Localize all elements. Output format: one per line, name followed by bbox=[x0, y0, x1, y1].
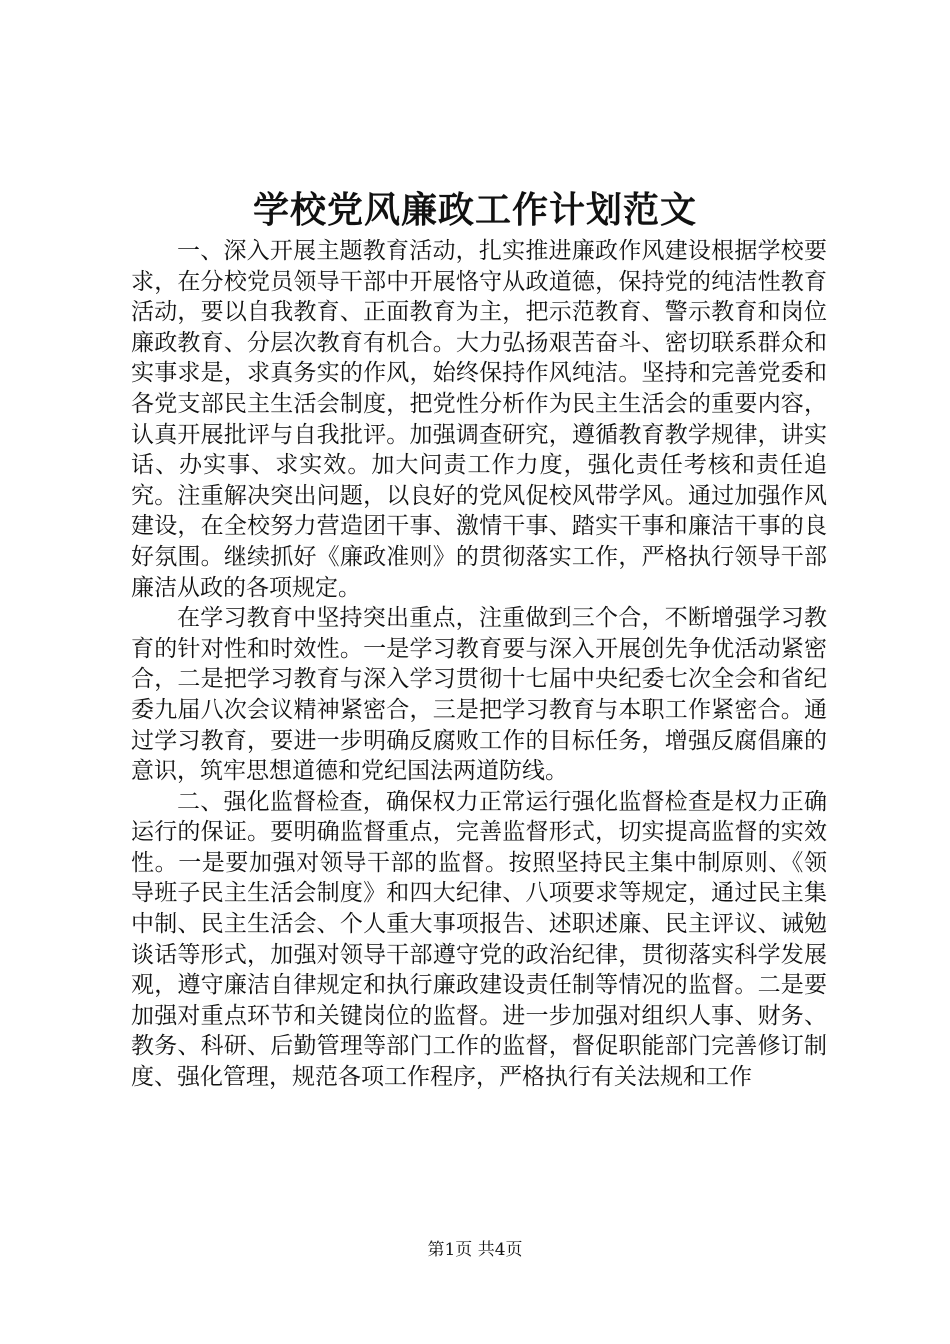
page-title: 学校党风廉政工作计划范文 bbox=[252, 189, 697, 231]
document-body bbox=[131, 236, 827, 1093]
paragraph-1: 一、深入开展主题教育活动，扎实推进廉政作风建设根据学校要求，在分校党员领导干部中开展恪守从政道德，保持党的纯洁性教育活动，要以自我教育、正面教育为主，把示范教育、警示教育和岗位廉政教育、分层次教育有机合。大力弘扬艰苦奋斗、密切联系群众和实事求是，求真务实的作风，始终保持作风纯洁。坚持和完善党委和各党支部民主生活会制度，把党性分析作为民主生活会的重要内容，认真开展批评与自我批评。加强调查研究，遵循教育教学规律，讲实话、办实事、求实效。加大问责工作力度，强化责任考核和责任追究。注重解决突出问题，以良好的党风促校风带学风。通过加强作风建设，在全校努力营造团干事、激情干事、踏实干事和廉洁干事的良好氛围。继续抓好《廉政准则》的贯彻落实工作，严格执行领导干部廉洁从政的各项规定。 bbox=[131, 238, 827, 601]
paragraph-3: 二、强化监督检查，确保权力正常运行强化监督检查是权力正确运行的保证。要明确监督重点，完善监督形式，切实提高监督的实效性。一是要加强对领导干部的监督。按照坚持民主集中制原则、《领导班子民主生活会制度》和四大纪律、八项要求等规定，通过民主集中制、民主生活会、个人重大事项报告、述职述廉、民主评议、诫勉谈话等形式，加强对领导干部遵守党的政治纪律，贯彻落实科学发展观，遵守廉洁自律规定和执行廉政建设责任制等情况的监督。二是要加强对重点环节和关键岗位的监督。进一步加强对组织人事、财务、教务、科研、后勤管理等部门工作的监督，督促职能部门完善修订制度、强化管理，规范各项工作程序，严格执行有关法规和工作 bbox=[131, 788, 827, 1091]
page-footer: 第1页 共4页 bbox=[427, 1240, 523, 1260]
paragraph-2: 在学习教育中坚持突出重点，注重做到三个合，不断增强学习教育的针对性和时效性。一是学习教育要与深入开展创先争优活动紧密合，二是把学习教育与深入学习贯彻十七届中央纪委七次全会和省纪委九届八次会议精神紧密合，三是把学习教育与本职工作紧密合。通过学习教育，要进一步明确反腐败工作的目标任务，增强反腐倡廉的意识，筑牢思想道德和党纪国法两道防线。 bbox=[131, 605, 827, 785]
